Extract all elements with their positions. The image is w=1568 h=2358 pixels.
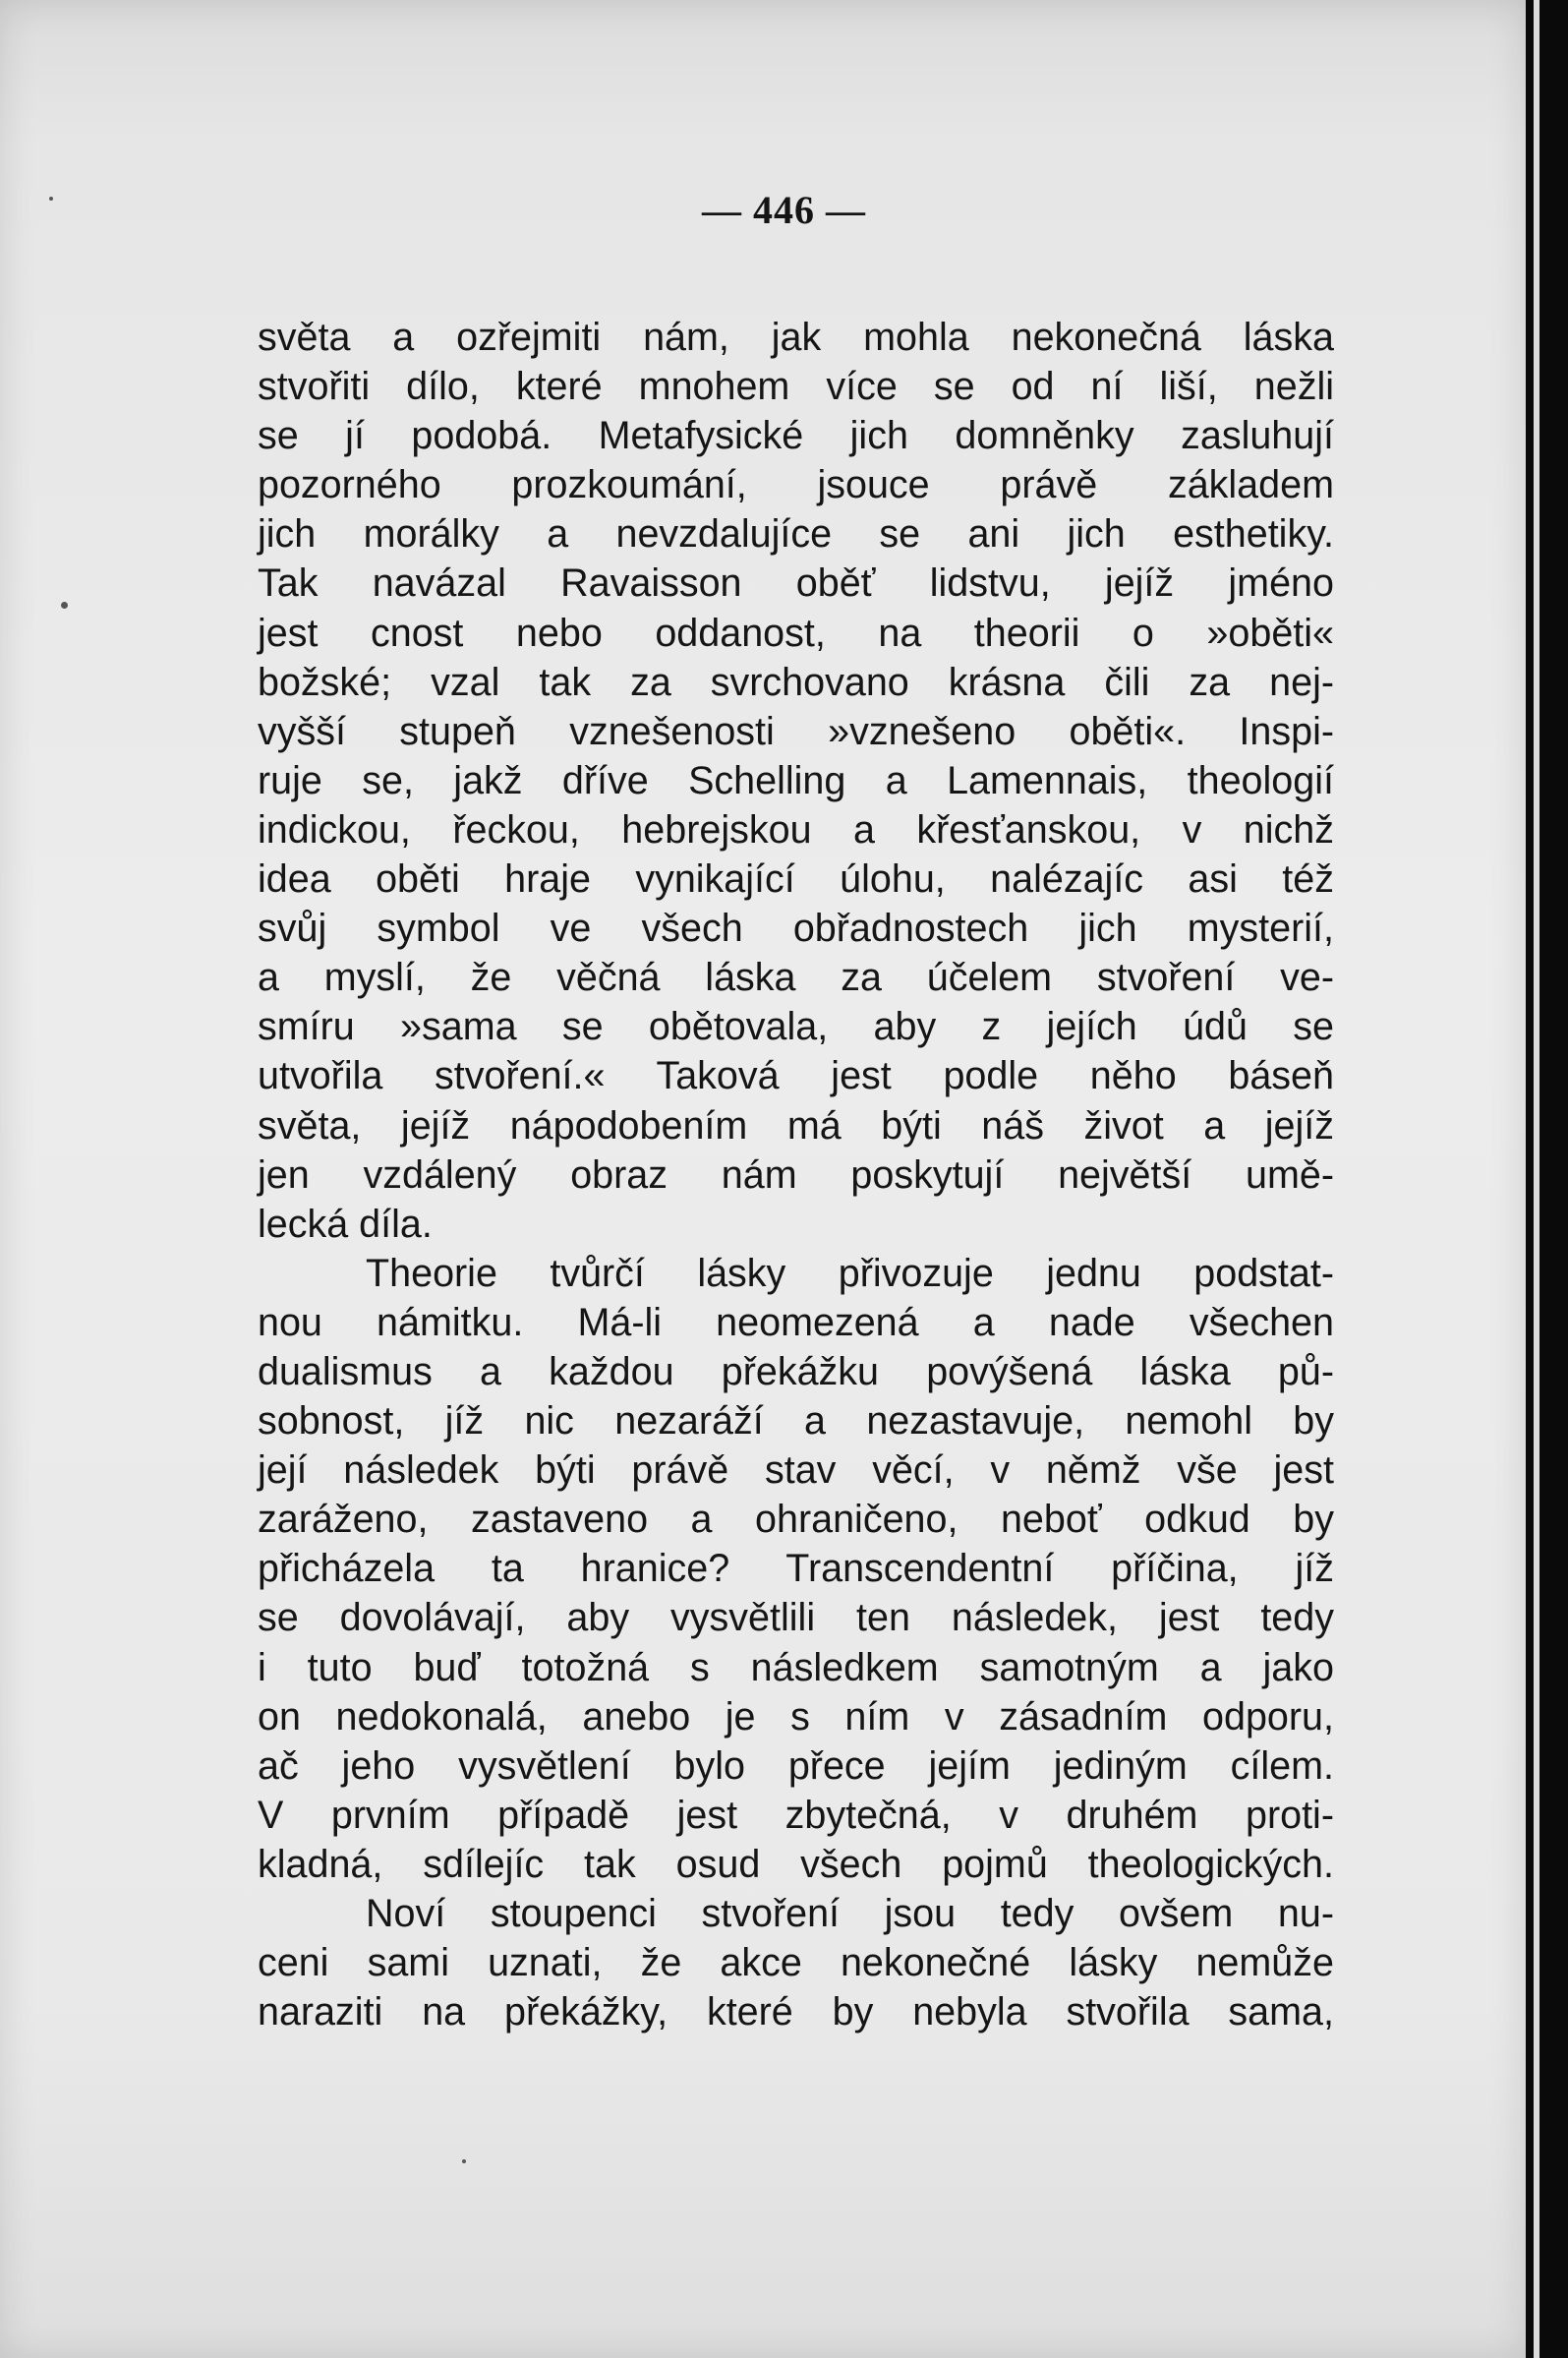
text-line: Tak navázal Ravaisson oběť lidstvu, jejíž jméno bbox=[258, 561, 1334, 606]
text-line: smíru »sama se obětovala, aby z jejích údů se bbox=[258, 1005, 1334, 1049]
text-line: Noví stoupenci stvoření jsou tedy ovšem nu- bbox=[366, 1892, 1334, 1935]
text-line: jest cnost nebo oddanost, na theorii o »oběti« bbox=[258, 611, 1334, 655]
text-line: i tuto buď totožná s následkem samotným a jako bbox=[258, 1645, 1334, 1689]
page-number: — 446 — bbox=[702, 188, 866, 232]
text-line: pozorného prozkoumání, jsouce právě základem bbox=[258, 463, 1334, 507]
text-line: její následek býti právě stav věcí, v němž vše jest bbox=[258, 1448, 1334, 1493]
text-line: ač jeho vysvětlení bylo přece jejím jediným cílem. bbox=[258, 1743, 1334, 1788]
paragraph-3 bbox=[258, 1889, 1334, 2036]
paragraph-1 bbox=[258, 313, 1334, 1249]
text-line: V prvním případě jest zbytečná, v druhém proti- bbox=[258, 1793, 1334, 1837]
text-line: jen vzdálený obraz nám poskytují největší umě- bbox=[258, 1152, 1334, 1197]
text-line: Theorie tvůrčí lásky přivozuje jednu podstat- bbox=[366, 1251, 1334, 1295]
paragraph-2 bbox=[258, 1249, 1334, 1889]
text-line: se jí podobá. Metafysické jich domněnky zasluhují bbox=[258, 414, 1334, 458]
text-line: zaráženo, zastaveno a ohraničeno, neboť odkud by bbox=[258, 1498, 1334, 1542]
text-line: indickou, řeckou, hebrejskou a křesťanskou, v nichž bbox=[258, 807, 1334, 852]
text-line: vyšší stupeň vznešenosti »vznešeno oběti«. Inspi- bbox=[258, 709, 1334, 753]
text-line: světa, jejíž nápodobením má býti náš život a jejíž bbox=[258, 1103, 1334, 1148]
text-line: ruje se, jakž dříve Schelling a Lamennais, theologií bbox=[258, 758, 1334, 802]
scan-border bbox=[1526, 0, 1568, 2358]
text-line: svůj symbol ve všech obřadnostech jich mysterií, bbox=[258, 907, 1334, 951]
body-text bbox=[258, 313, 1334, 2036]
text-line: stvořiti dílo, které mnohem více se od ní liší, nežli bbox=[258, 365, 1334, 409]
page-edge-line bbox=[1534, 0, 1539, 2358]
text-line: světa a ozřejmiti nám, jak mohla nekonečná láska bbox=[258, 316, 1334, 359]
text-line: kladná, sdílejíc tak osud všech pojmů theologických. bbox=[258, 1842, 1334, 1886]
text-line: a myslí, že věčná láska za účelem stvoření ve- bbox=[258, 956, 1334, 1000]
text-line: božské; vzal tak za svrchovano krásna čili za nej- bbox=[258, 660, 1334, 704]
text-line: dualismus a každou překážku povýšená láska pů- bbox=[258, 1349, 1334, 1393]
text-line: naraziti na překážky, které by nebyla stvořila sama, bbox=[258, 1990, 1334, 2034]
text-line: přicházela ta hranice? Transcendentní příčina, jíž bbox=[258, 1547, 1334, 1591]
text-line: utvořila stvoření.« Taková jest podle něho báseň bbox=[258, 1054, 1334, 1098]
scan-speck bbox=[61, 602, 68, 609]
text-line: sobnost, jíž nic nezaráží a nezastavuje, nemohl by bbox=[258, 1399, 1334, 1444]
text-line: ceni sami uznati, že akce nekonečné lásky nemůže bbox=[258, 1941, 1334, 1985]
text-line: nou námitku. Má-li neomezená a nade všechen bbox=[258, 1300, 1334, 1344]
text-line: lecká díla. bbox=[258, 1202, 433, 1246]
text-line: jich morálky a nevzdalujíce se ani jich esthetiky. bbox=[258, 512, 1334, 557]
text-line: se dovolávají, aby vysvětlili ten následek, jest tedy bbox=[258, 1596, 1334, 1640]
text-line: on nedokonalá, anebo je s ním v zásadním odporu, bbox=[258, 1694, 1334, 1739]
text-line: idea oběti hraje vynikající úlohu, nalézajíc asi též bbox=[258, 857, 1334, 902]
scan-speck bbox=[462, 2159, 466, 2163]
